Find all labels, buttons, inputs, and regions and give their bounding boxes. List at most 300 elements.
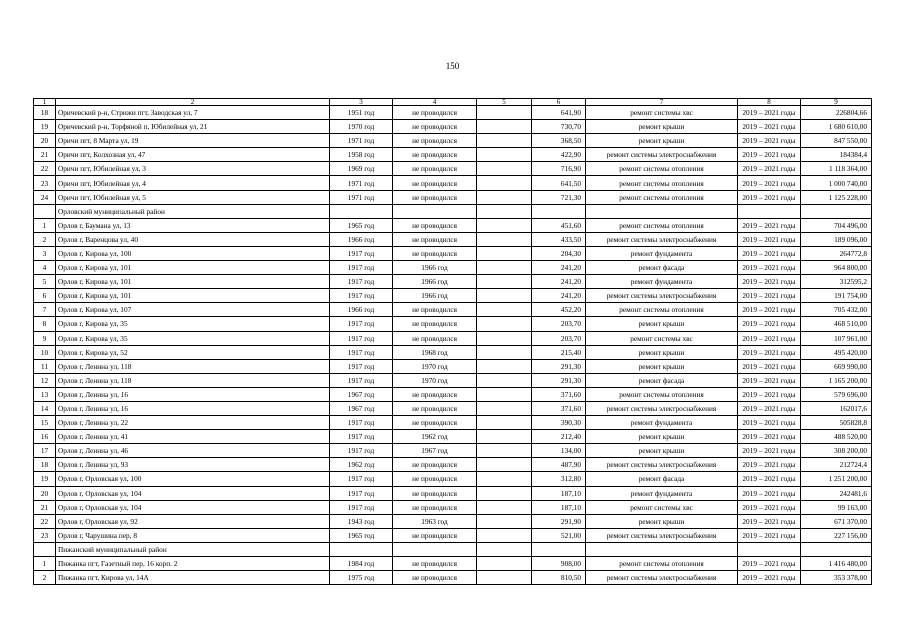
cell-build-year: 1917 год — [330, 275, 393, 289]
cell-col-5 — [477, 106, 532, 120]
cell-cost: 1 000 740,00 — [801, 176, 872, 190]
cell-address: Орлов г, Орловская ул, 104 — [56, 500, 330, 514]
cell-col-5 — [477, 331, 532, 345]
cell-row-number: 6 — [34, 289, 56, 303]
cell-work-type: ремонт системы отопления — [586, 162, 738, 176]
cell-col-5 — [477, 218, 532, 232]
cell-last-repair: не проводился — [393, 472, 477, 486]
cell-area: 291,90 — [532, 514, 586, 528]
cell-last-repair: 1966 год — [393, 289, 477, 303]
cell-last-repair: не проводился — [393, 303, 477, 317]
cell-row-number: 13 — [34, 387, 56, 401]
cell-work-type: ремонт системы хвс — [586, 331, 738, 345]
cell-build-year: 1917 год — [330, 359, 393, 373]
cell-build-year: 1969 год — [330, 162, 393, 176]
cell-col-5 — [477, 345, 532, 359]
cell-period: 2019 – 2021 годы — [738, 444, 801, 458]
cell-work-type: ремонт крыши — [586, 444, 738, 458]
cell-address: Оричи пгт, Юбилейная ул, 3 — [56, 162, 330, 176]
cell-build-year: 1943 год — [330, 514, 393, 528]
cell-period: 2019 – 2021 годы — [738, 472, 801, 486]
cell-col-5 — [477, 246, 532, 260]
table-body — [34, 99, 872, 585]
cell-last-repair: не проводился — [393, 162, 477, 176]
cell-address: Орлов г, Орловская ул, 104 — [56, 486, 330, 500]
cell-last-repair: 1962 год — [393, 430, 477, 444]
cell-last-repair: не проводился — [393, 387, 477, 401]
cell-address: Орлов г, Кирова ул, 100 — [56, 246, 330, 260]
cell-cost: 184384,4 — [801, 148, 872, 162]
cell-address: Орлов г, Баумана ул, 13 — [56, 218, 330, 232]
cell-last-repair: не проводился — [393, 331, 477, 345]
cell-address: Орлов г, Кирова ул, 52 — [56, 345, 330, 359]
cell-period: 2019 – 2021 годы — [738, 317, 801, 331]
cell-address: Оричевский р-н, Стрижи пгт, Заводская ул, 7 — [56, 106, 330, 120]
cell-cost: 488 520,00 — [801, 430, 872, 444]
cell-work-type: ремонт системы отопления — [586, 387, 738, 401]
header-cell: 8 — [738, 99, 801, 106]
cell-col-5 — [477, 275, 532, 289]
cell-address: Орлов г, Ленина ул, 41 — [56, 430, 330, 444]
cell-build-year: 1917 год — [330, 246, 393, 260]
cell-address: Оричевский р-н, Торфяной п, Юбилейная ул, 21 — [56, 120, 330, 134]
cell-address: Орлов г, Ленина ул, 22 — [56, 416, 330, 430]
table-row — [34, 486, 872, 500]
cell-col-5 — [477, 303, 532, 317]
section-row — [34, 204, 872, 218]
cell-empty — [738, 542, 801, 556]
cell-build-year: 1958 год — [330, 148, 393, 162]
cell-address: Орлов г, Кирова ул, 101 — [56, 289, 330, 303]
section-title: Пижанский муниципальный район — [56, 542, 330, 556]
cell-row-number: 22 — [34, 162, 56, 176]
table-row — [34, 444, 872, 458]
cell-empty — [34, 542, 56, 556]
cell-last-repair: не проводился — [393, 190, 477, 204]
table-row — [34, 359, 872, 373]
cell-row-number: 16 — [34, 430, 56, 444]
cell-col-5 — [477, 514, 532, 528]
cell-work-type: ремонт фасада — [586, 373, 738, 387]
cell-work-type: ремонт системы отопления — [586, 303, 738, 317]
table-row — [34, 317, 872, 331]
cell-period: 2019 – 2021 годы — [738, 246, 801, 260]
table-row — [34, 571, 872, 585]
cell-col-5 — [477, 472, 532, 486]
cell-area: 203,70 — [532, 317, 586, 331]
cell-cost: 99 163,00 — [801, 500, 872, 514]
cell-area: 390,30 — [532, 416, 586, 430]
cell-row-number: 18 — [34, 458, 56, 472]
cell-build-year: 1917 год — [330, 289, 393, 303]
cell-cost: 1 251 200,00 — [801, 472, 872, 486]
header-cell: 4 — [393, 99, 477, 106]
table-row — [34, 218, 872, 232]
cell-last-repair: не проводился — [393, 500, 477, 514]
cell-last-repair: не проводился — [393, 106, 477, 120]
cell-period: 2019 – 2021 годы — [738, 387, 801, 401]
cell-col-5 — [477, 401, 532, 415]
cell-last-repair: 1963 год — [393, 514, 477, 528]
cell-build-year: 1971 год — [330, 190, 393, 204]
cell-area: 187,10 — [532, 500, 586, 514]
cell-address: Оричи пгт, 8 Марта ул, 19 — [56, 134, 330, 148]
cell-area: 241,20 — [532, 289, 586, 303]
cell-col-5 — [477, 387, 532, 401]
cell-col-5 — [477, 557, 532, 571]
cell-cost: 212724,4 — [801, 458, 872, 472]
cell-empty — [801, 204, 872, 218]
cell-area: 908,00 — [532, 557, 586, 571]
cell-col-5 — [477, 190, 532, 204]
cell-address: Орлов г, Ленина ул, 16 — [56, 401, 330, 415]
cell-work-type: ремонт крыши — [586, 430, 738, 444]
table-row — [34, 430, 872, 444]
cell-period: 2019 – 2021 годы — [738, 416, 801, 430]
cell-empty — [393, 542, 477, 556]
cell-col-5 — [477, 458, 532, 472]
cell-last-repair: 1966 год — [393, 261, 477, 275]
cell-area: 521,00 — [532, 528, 586, 542]
cell-row-number: 20 — [34, 134, 56, 148]
cell-area: 371,60 — [532, 387, 586, 401]
cell-work-type: ремонт системы электроснабжения — [586, 148, 738, 162]
cell-last-repair: 1967 год — [393, 444, 477, 458]
cell-empty — [393, 204, 477, 218]
cell-area: 368,50 — [532, 134, 586, 148]
header-cell: 6 — [532, 99, 586, 106]
cell-last-repair: не проводился — [393, 218, 477, 232]
table-row — [34, 458, 872, 472]
cell-row-number: 10 — [34, 345, 56, 359]
cell-period: 2019 – 2021 годы — [738, 176, 801, 190]
cell-area: 241,20 — [532, 275, 586, 289]
cell-empty — [801, 542, 872, 556]
table-row — [34, 162, 872, 176]
cell-build-year: 1917 год — [330, 261, 393, 275]
cell-period: 2019 – 2021 годы — [738, 261, 801, 275]
table-row — [34, 275, 872, 289]
cell-col-5 — [477, 120, 532, 134]
cell-build-year: 1917 год — [330, 500, 393, 514]
cell-period: 2019 – 2021 годы — [738, 162, 801, 176]
cell-work-type: ремонт фундамента — [586, 246, 738, 260]
cell-work-type: ремонт системы отопления — [586, 557, 738, 571]
table-row — [34, 401, 872, 415]
cell-work-type: ремонт системы электроснабжения — [586, 458, 738, 472]
cell-last-repair: не проводился — [393, 246, 477, 260]
cell-work-type: ремонт системы хвс — [586, 500, 738, 514]
cell-last-repair: не проводился — [393, 148, 477, 162]
table-row — [34, 373, 872, 387]
cell-work-type: ремонт крыши — [586, 345, 738, 359]
cell-work-type: ремонт фасада — [586, 472, 738, 486]
cell-cost: 495 420,00 — [801, 345, 872, 359]
table-row — [34, 345, 872, 359]
cell-area: 641,90 — [532, 106, 586, 120]
cell-row-number: 19 — [34, 120, 56, 134]
cell-build-year: 1962 год — [330, 458, 393, 472]
cell-empty — [477, 542, 532, 556]
cell-cost: 353 378,00 — [801, 571, 872, 585]
cell-build-year: 1966 год — [330, 303, 393, 317]
cell-area: 291,30 — [532, 359, 586, 373]
cell-period: 2019 – 2021 годы — [738, 106, 801, 120]
cell-period: 2019 – 2021 годы — [738, 401, 801, 415]
cell-area: 134,00 — [532, 444, 586, 458]
cell-last-repair: не проводился — [393, 571, 477, 585]
cell-period: 2019 – 2021 годы — [738, 528, 801, 542]
cell-row-number: 8 — [34, 317, 56, 331]
cell-address: Орлов г, Ленина ул, 46 — [56, 444, 330, 458]
table-row — [34, 528, 872, 542]
cell-col-5 — [477, 571, 532, 585]
cell-row-number: 11 — [34, 359, 56, 373]
cell-col-5 — [477, 373, 532, 387]
cell-empty — [532, 542, 586, 556]
cell-col-5 — [477, 289, 532, 303]
cell-last-repair: не проводился — [393, 134, 477, 148]
cell-address: Орлов г, Ленина ул, 93 — [56, 458, 330, 472]
cell-period: 2019 – 2021 годы — [738, 190, 801, 204]
cell-cost: 1 125 228,00 — [801, 190, 872, 204]
cell-area: 241,20 — [532, 261, 586, 275]
cell-row-number: 2 — [34, 571, 56, 585]
cell-last-repair: не проводился — [393, 176, 477, 190]
cell-empty — [586, 204, 738, 218]
cell-empty — [34, 204, 56, 218]
cell-col-5 — [477, 500, 532, 514]
cell-build-year: 1917 год — [330, 416, 393, 430]
cell-cost: 579 696,00 — [801, 387, 872, 401]
cell-address: Орлов г, Кирова ул, 101 — [56, 275, 330, 289]
cell-area: 487,90 — [532, 458, 586, 472]
cell-area: 371,60 — [532, 401, 586, 415]
cell-cost: 669 990,00 — [801, 359, 872, 373]
cell-work-type: ремонт системы электроснабжения — [586, 289, 738, 303]
cell-area: 422,90 — [532, 148, 586, 162]
table-row — [34, 190, 872, 204]
cell-last-repair: не проводился — [393, 557, 477, 571]
cell-cost: 312595,2 — [801, 275, 872, 289]
header-cell: 1 — [34, 99, 56, 106]
cell-cost: 847 550,00 — [801, 134, 872, 148]
cell-col-5 — [477, 261, 532, 275]
cell-cost: 705 432,00 — [801, 303, 872, 317]
cell-build-year: 1917 год — [330, 345, 393, 359]
cell-period: 2019 – 2021 годы — [738, 373, 801, 387]
table-row — [34, 148, 872, 162]
page-number: 150 — [445, 61, 460, 71]
cell-work-type: ремонт крыши — [586, 317, 738, 331]
table-row — [34, 134, 872, 148]
cell-work-type: ремонт системы электроснабжения — [586, 232, 738, 246]
cell-address: Орлов г, Кирова ул, 35 — [56, 317, 330, 331]
cell-row-number: 5 — [34, 275, 56, 289]
cell-empty — [330, 542, 393, 556]
cell-row-number: 19 — [34, 472, 56, 486]
cell-address: Орлов г, Ленина ул, 118 — [56, 359, 330, 373]
cell-period: 2019 – 2021 годы — [738, 430, 801, 444]
cell-last-repair: не проводился — [393, 458, 477, 472]
cell-empty — [586, 542, 738, 556]
cell-row-number: 20 — [34, 486, 56, 500]
cell-area: 433,50 — [532, 232, 586, 246]
cell-period: 2019 – 2021 годы — [738, 148, 801, 162]
cell-work-type: ремонт фундамента — [586, 416, 738, 430]
cell-row-number: 22 — [34, 514, 56, 528]
cell-row-number: 15 — [34, 416, 56, 430]
cell-period: 2019 – 2021 годы — [738, 134, 801, 148]
cell-cost: 964 800,00 — [801, 261, 872, 275]
repair-table — [33, 98, 872, 585]
cell-period: 2019 – 2021 годы — [738, 331, 801, 345]
cell-address: Орлов г, Ленина ул, 118 — [56, 373, 330, 387]
cell-address: Орлов г, Орловская ул, 100 — [56, 472, 330, 486]
cell-address: Орлов г, Кирова ул, 107 — [56, 303, 330, 317]
cell-work-type: ремонт системы отопления — [586, 190, 738, 204]
cell-address: Оричи пгт, Юбилейная ул, 4 — [56, 176, 330, 190]
cell-area: 451,60 — [532, 218, 586, 232]
cell-col-5 — [477, 232, 532, 246]
cell-period: 2019 – 2021 годы — [738, 571, 801, 585]
cell-work-type: ремонт системы хвс — [586, 106, 738, 120]
cell-work-type: ремонт системы электроснабжения — [586, 571, 738, 585]
cell-row-number: 1 — [34, 218, 56, 232]
cell-cost: 189 096,00 — [801, 232, 872, 246]
table-row — [34, 514, 872, 528]
cell-build-year: 1970 год — [330, 120, 393, 134]
cell-col-5 — [477, 176, 532, 190]
table-row — [34, 500, 872, 514]
cell-build-year: 1917 год — [330, 317, 393, 331]
cell-last-repair: 1970 год — [393, 359, 477, 373]
cell-work-type: ремонт системы отопления — [586, 176, 738, 190]
cell-area: 291,30 — [532, 373, 586, 387]
cell-work-type: ремонт крыши — [586, 514, 738, 528]
cell-period: 2019 – 2021 годы — [738, 514, 801, 528]
table-row — [34, 387, 872, 401]
cell-build-year: 1967 год — [330, 401, 393, 415]
cell-col-5 — [477, 486, 532, 500]
cell-row-number: 4 — [34, 261, 56, 275]
table-row — [34, 472, 872, 486]
cell-row-number: 21 — [34, 148, 56, 162]
cell-period: 2019 – 2021 годы — [738, 500, 801, 514]
cell-empty — [477, 204, 532, 218]
table-row — [34, 246, 872, 260]
cell-build-year: 1917 год — [330, 373, 393, 387]
cell-area: 716,90 — [532, 162, 586, 176]
cell-row-number: 23 — [34, 528, 56, 542]
table-row — [34, 289, 872, 303]
cell-col-5 — [477, 317, 532, 331]
cell-work-type: ремонт фасада — [586, 261, 738, 275]
section-title: Орловский муниципальный район — [56, 204, 330, 218]
cell-area: 452,20 — [532, 303, 586, 317]
cell-col-5 — [477, 528, 532, 542]
cell-area: 187,10 — [532, 486, 586, 500]
cell-row-number: 1 — [34, 557, 56, 571]
table-row — [34, 557, 872, 571]
cell-last-repair: не проводился — [393, 528, 477, 542]
cell-cost: 226804,66 — [801, 106, 872, 120]
cell-period: 2019 – 2021 годы — [738, 486, 801, 500]
header-cell: 2 — [56, 99, 330, 106]
cell-cost: 107 961,00 — [801, 331, 872, 345]
cell-build-year: 1917 год — [330, 472, 393, 486]
cell-cost: 1 680 610,00 — [801, 120, 872, 134]
cell-address: Пижанка пгт, Газетный пер, 16 корп. 2 — [56, 557, 330, 571]
cell-col-5 — [477, 359, 532, 373]
cell-build-year: 1966 год — [330, 232, 393, 246]
cell-last-repair: 1966 год — [393, 275, 477, 289]
cell-col-5 — [477, 430, 532, 444]
cell-row-number: 14 — [34, 401, 56, 415]
table-row — [34, 416, 872, 430]
cell-row-number: 2 — [34, 232, 56, 246]
header-cell: 5 — [477, 99, 532, 106]
table-row — [34, 120, 872, 134]
cell-last-repair: 1968 год — [393, 345, 477, 359]
cell-empty — [330, 204, 393, 218]
cell-area: 312,80 — [532, 472, 586, 486]
cell-last-repair: не проводился — [393, 232, 477, 246]
cell-cost: 1 165 200,00 — [801, 373, 872, 387]
cell-period: 2019 – 2021 годы — [738, 359, 801, 373]
cell-address: Орлов г, Ленина ул, 16 — [56, 387, 330, 401]
cell-area: 203,70 — [532, 331, 586, 345]
cell-cost: 671 370,00 — [801, 514, 872, 528]
cell-work-type: ремонт системы электроснабжения — [586, 401, 738, 415]
cell-cost: 227 156,00 — [801, 528, 872, 542]
cell-cost: 308 200,00 — [801, 444, 872, 458]
cell-cost: 264772,8 — [801, 246, 872, 260]
cell-work-type: ремонт крыши — [586, 134, 738, 148]
cell-work-type: ремонт фундамента — [586, 486, 738, 500]
cell-area: 810,50 — [532, 571, 586, 585]
cell-build-year: 1984 год — [330, 557, 393, 571]
cell-area: 215,40 — [532, 345, 586, 359]
cell-period: 2019 – 2021 годы — [738, 303, 801, 317]
cell-row-number: 24 — [34, 190, 56, 204]
cell-last-repair: не проводился — [393, 120, 477, 134]
cell-last-repair: не проводился — [393, 317, 477, 331]
cell-empty — [738, 204, 801, 218]
cell-col-5 — [477, 444, 532, 458]
cell-cost: 468 510,00 — [801, 317, 872, 331]
cell-row-number: 7 — [34, 303, 56, 317]
cell-build-year: 1971 год — [330, 134, 393, 148]
cell-address: Пижанка пгт, Кирова ул, 14А — [56, 571, 330, 585]
cell-build-year: 1965 год — [330, 218, 393, 232]
cell-build-year: 1965 год — [330, 528, 393, 542]
section-row — [34, 542, 872, 556]
cell-address: Оричи пгт, Юбилейная ул, 5 — [56, 190, 330, 204]
cell-address: Орлов г, Варенцова ул, 40 — [56, 232, 330, 246]
cell-row-number: 21 — [34, 500, 56, 514]
cell-last-repair: не проводился — [393, 416, 477, 430]
cell-work-type: ремонт фундамента — [586, 275, 738, 289]
cell-work-type: ремонт крыши — [586, 120, 738, 134]
cell-period: 2019 – 2021 годы — [738, 557, 801, 571]
cell-area: 730,70 — [532, 120, 586, 134]
cell-work-type: ремонт крыши — [586, 359, 738, 373]
table-row — [34, 261, 872, 275]
cell-period: 2019 – 2021 годы — [738, 458, 801, 472]
cell-build-year: 1917 год — [330, 430, 393, 444]
cell-build-year: 1917 год — [330, 444, 393, 458]
